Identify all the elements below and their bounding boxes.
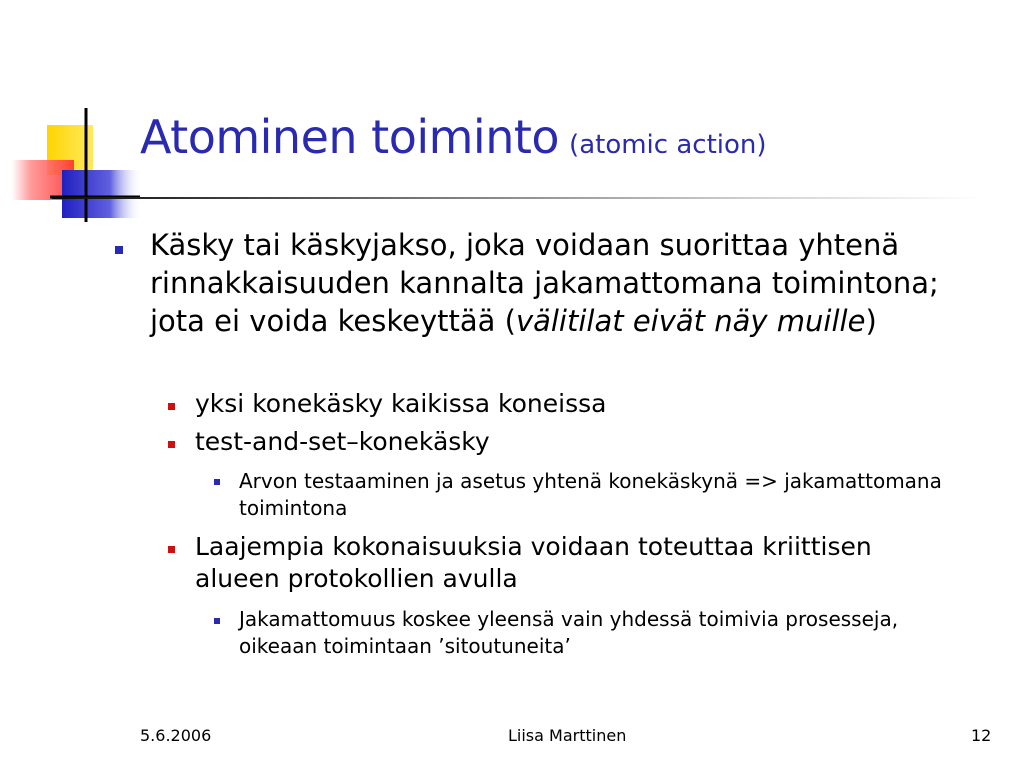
bullet-square-icon [214,479,220,485]
bullet-level2: yksi konekäsky kaikissa koneissa [195,389,607,418]
bullet-level2: test-and-set–konekäsky [195,427,490,456]
footer-author: Liisa Marttinen [508,726,627,745]
bullet-square-icon [168,546,175,553]
bullet-square-icon [115,246,123,254]
bullet-text: Käsky tai käskyjakso, joka voidaan suorittaa yhtenä rinnakkaisuuden kannalta jakamattomana toimintona; jota ei voida keskeyttää ( [150,228,939,338]
bullet-italic-text: välitilat eivät näy muille [515,304,866,338]
bullet-square-icon [168,441,175,448]
bullet-square-icon [168,403,175,410]
title-main: Atominen toiminto [140,110,560,164]
slide-title [140,110,767,164]
title-subtitle: (atomic action) [569,130,767,160]
bullet-close-paren: ) [865,304,877,338]
footer-date: 5.6.2006 [140,726,212,745]
bullet-level2: Laajempia kokonaisuuksia voidaan toteuttaa kriittisen alueen protokollien avulla [195,532,872,593]
bullet-square-icon [214,618,220,624]
bullet-level3: Arvon testaaminen ja asetus yhtenä konekäskynä => jakamattomana toimintona [239,469,942,520]
title-divider [52,197,982,199]
bullet-level3: Jakamattomuus koskee yleensä vain yhdessä toimivia prosesseja, oikeaan toimintaan ’sitoutuneita’ [239,607,899,658]
footer-page-number: 12 [971,726,992,745]
bullet-level1 [150,226,950,340]
